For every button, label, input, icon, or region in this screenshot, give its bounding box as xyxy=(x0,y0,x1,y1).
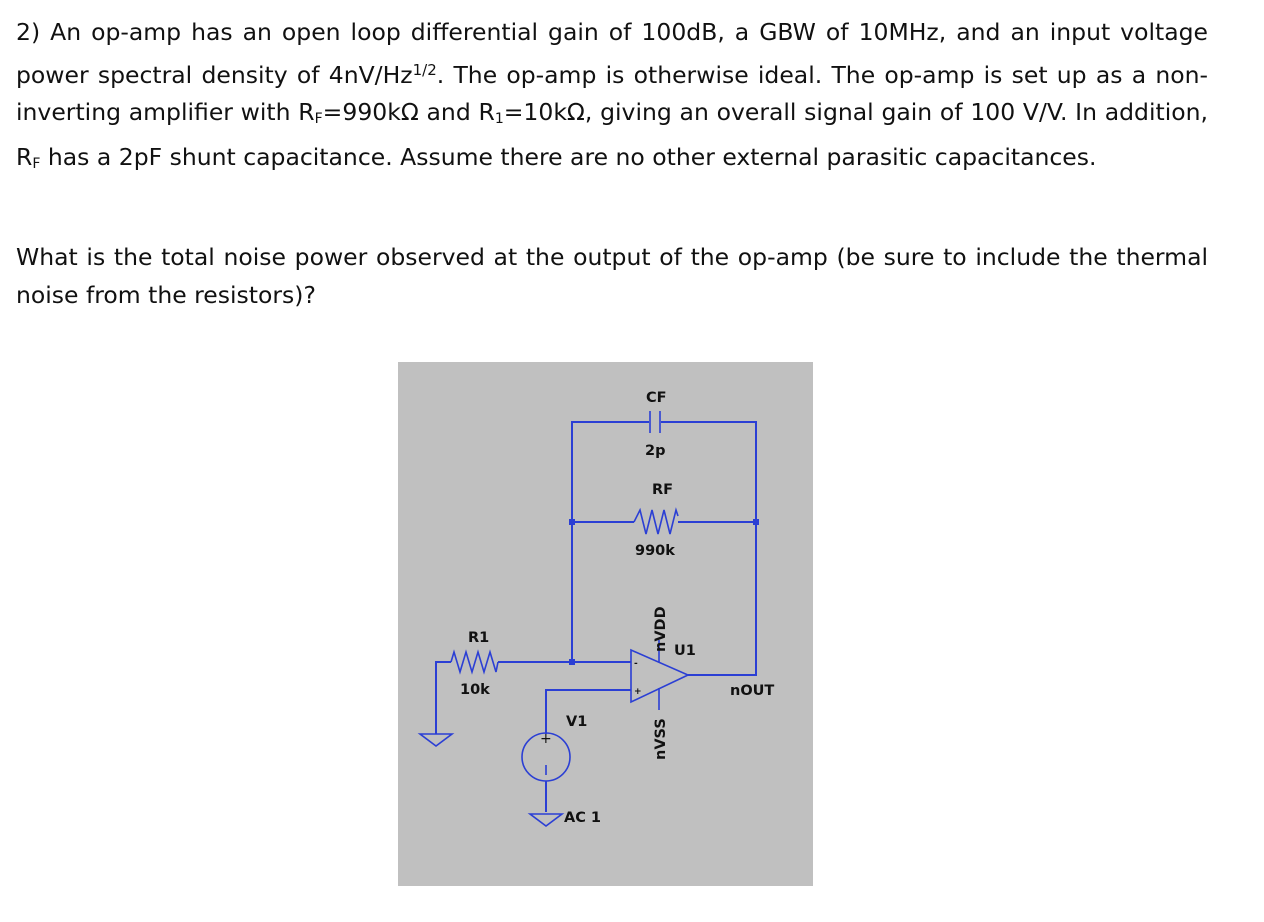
cf-wire xyxy=(572,422,756,522)
problem-text-2: . The op-amp is otherwise ideal. The op-amp is set up as a non-inverting amplifier with R xyxy=(16,60,1208,126)
r1-name-label: R1 xyxy=(468,630,490,646)
problem-paragraph-1 xyxy=(16,14,1208,183)
problem-text-1: 2) An op-amp has an open loop differential gain of 100dB, a GBW of 10MHz, and an input voltage power spectral density of 4nV/Hz xyxy=(16,18,1208,89)
exponent: 1/2 xyxy=(412,60,437,79)
noninverting-input-wire xyxy=(546,690,631,734)
opamp-plus-sign: + xyxy=(634,687,642,697)
subscript-f: F xyxy=(314,111,323,127)
node-dot xyxy=(753,519,759,525)
cf-value-label: 2p xyxy=(645,443,666,459)
v1-value-label: AC 1 xyxy=(564,810,602,826)
nvdd-label: nVDD xyxy=(653,606,669,652)
resistor-rf xyxy=(634,510,678,534)
v1-name-label: V1 xyxy=(566,714,588,730)
rf-value-label: 990k xyxy=(635,543,675,559)
question-paragraph: What is the total noise power observed at the output of the op-amp (be sure to include the thermal noise from the resistors)? xyxy=(16,243,1208,309)
node-dot xyxy=(569,519,575,525)
ground-icon-v1 xyxy=(530,814,562,826)
schematic-svg xyxy=(398,362,813,886)
output-wire xyxy=(688,522,756,675)
circuit-schematic xyxy=(398,362,813,886)
problem-text-5: has a 2pF shunt capacitance. Assume there are no other external parasitic capacitances. xyxy=(40,142,1097,171)
r1-ground-wire xyxy=(436,662,451,734)
node-dot xyxy=(569,659,575,665)
nout-label: nOUT xyxy=(730,683,775,699)
resistor-r1 xyxy=(451,652,498,672)
capacitor-cf xyxy=(650,411,660,433)
problem-text-4: =10kΩ, giving an overall signal gain of 100 V/V. In addition, R xyxy=(16,98,1208,171)
nvss-label: nVSS xyxy=(653,718,669,760)
ground-icon xyxy=(420,734,452,746)
subscript-1: 1 xyxy=(494,111,504,127)
rf-name-label: RF xyxy=(652,482,674,498)
voltage-source-v1 xyxy=(522,731,570,781)
r1-value-label: 10k xyxy=(460,682,490,698)
opamp-minus-sign: - xyxy=(634,659,638,669)
problem-text-3: =990kΩ and R xyxy=(322,98,495,126)
subscript-f-2: F xyxy=(32,155,41,172)
svg-text:+: + xyxy=(540,731,552,747)
u1-name-label: U1 xyxy=(674,643,696,659)
cf-name-label: CF xyxy=(646,390,667,406)
